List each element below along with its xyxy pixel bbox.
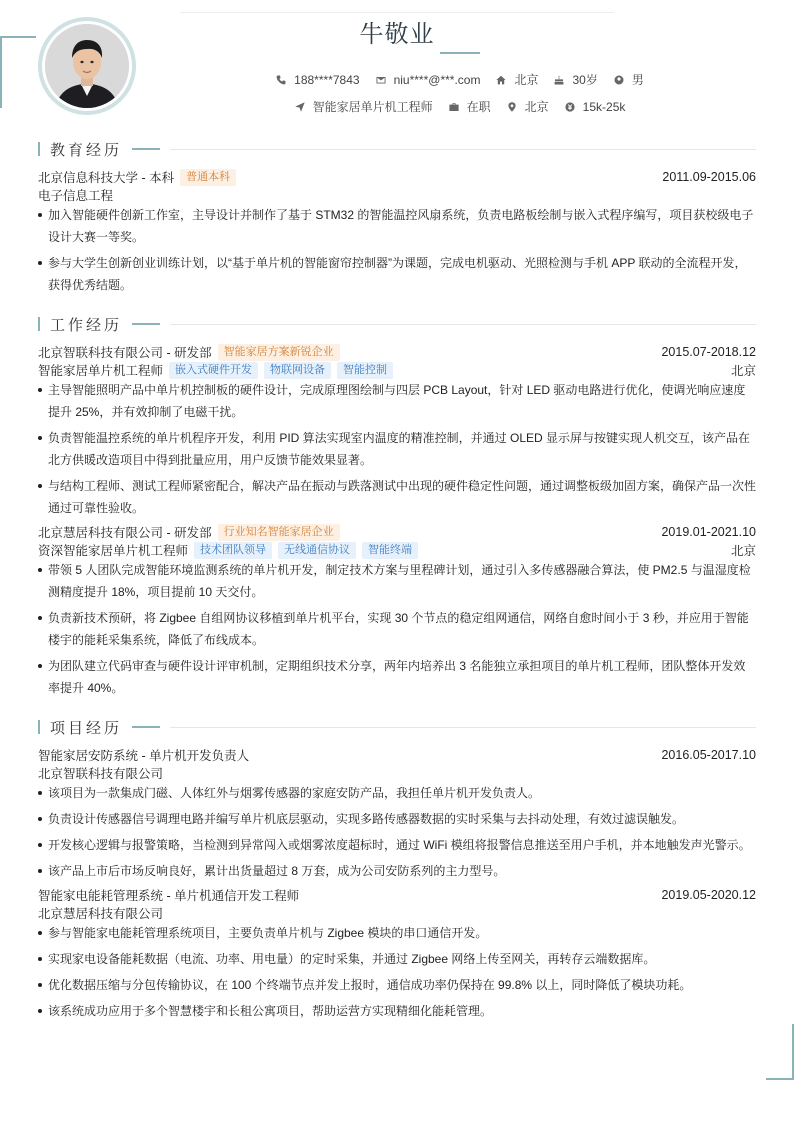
company-tag: 智能家居方案新锐企业 — [218, 344, 340, 361]
info-target-city — [507, 98, 549, 115]
phone-text: 188****7843 — [294, 72, 360, 87]
work-section-header — [38, 314, 756, 334]
list-item: 该产品上市后市场反响良好，累计出货量超过 8 万套，成为公司安防系列的主力型号。 — [38, 860, 756, 882]
top-divider — [180, 12, 614, 13]
project-section-title: 项目经历 — [50, 719, 123, 737]
project-date: 2019.05-2020.12 — [661, 888, 756, 902]
education-major-row — [38, 186, 756, 204]
project-section-header — [38, 717, 756, 737]
project-company-row — [38, 764, 756, 782]
company-tag: 行业知名智能家居企业 — [218, 524, 340, 541]
job-company-row — [38, 343, 756, 361]
list-item: 为团队建立代码审查与硬件设计评审机制，定期组织技术分享，两年内培养出 3 名能独立承担项目的单片机工程师，团队整体开发效率提升 40%。 — [38, 655, 756, 699]
name-underline — [440, 52, 480, 54]
list-item: 该项目为一款集成门磁、人体红外与烟雾传感器的家庭安防产品，我担任单片机开发负责人。 — [38, 782, 756, 804]
corner-decoration-bottom-right — [766, 1024, 794, 1080]
list-item: 带领 5 人团队完成智能环境监测系统的单片机开发，制定技术方案与里程碑计划，通过引入多传感器融合算法，使 PM2.5 与温湿度检测精度提升 18%，项目提前 10 天交付。 — [38, 559, 756, 603]
school-tag: 普通本科 — [180, 169, 236, 186]
project-name: 智能家居安防系统 - 单片机开发负责人 — [38, 749, 250, 763]
skill-tag: 嵌入式硬件开发 — [169, 362, 258, 379]
job-company-row — [38, 523, 756, 541]
education-school-row — [38, 168, 756, 186]
contact-info-row — [0, 71, 794, 88]
work-section-title: 工作经历 — [50, 316, 123, 334]
education-section-title: 教育经历 — [50, 141, 123, 159]
list-item: 负责智能温控系统的单片机程序开发，利用 PID 算法实现室内温度的精准控制，并通过 OLED 显示屏与按键实现人机交互，该产品在北方供暖改造项目中得到批量应用，用户反馈节能效果显著。 — [38, 427, 756, 471]
info-email — [376, 73, 481, 87]
salary-icon — [565, 102, 575, 112]
job-intent-row — [0, 98, 794, 115]
info-gender — [614, 71, 644, 88]
job-position-row — [38, 361, 756, 379]
skill-tag: 技术团队领导 — [194, 542, 272, 559]
home-icon — [496, 75, 506, 85]
location-pin-icon — [507, 102, 517, 112]
job-date: 2019.01-2021.10 — [661, 525, 756, 539]
target-city-text: 北京 — [524, 100, 549, 114]
send-icon — [295, 102, 305, 112]
skill-tag: 智能终端 — [362, 542, 418, 559]
status-text: 在职 — [466, 100, 491, 114]
skill-tag: 物联网设备 — [264, 362, 331, 379]
gender-icon — [614, 75, 624, 85]
list-item: 负责设计传感器信号调理电路并编写单片机底层驱动，实现多路传感器数据的实时采集与去抖动处理，有效过滤误触发。 — [38, 808, 756, 830]
target-position-text: 智能家居单片机工程师 — [312, 100, 433, 114]
cake-icon — [554, 75, 564, 85]
education-section-header — [38, 139, 756, 159]
education-bullets — [38, 204, 756, 300]
residence-text: 北京 — [514, 73, 539, 87]
job-bullets — [38, 379, 756, 523]
position-title: 资深智能家居单片机工程师 — [38, 544, 189, 558]
list-item: 优化数据压缩与分包传输协议，在 100 个终端节点并发上报时，通信成功率仍保持在 99.8% 以上，同时降低了模块功耗。 — [38, 974, 756, 996]
candidate-name: 牛敬业 — [359, 21, 435, 48]
mail-icon — [376, 75, 386, 85]
job-date: 2015.07-2018.12 — [661, 345, 756, 359]
info-status — [449, 98, 491, 115]
project-company: 北京智联科技有限公司 — [38, 767, 164, 781]
project-name: 智能家电能耗管理系统 - 单片机通信开发工程师 — [38, 889, 300, 903]
company-name: 北京智联科技有限公司 - 研发部 — [38, 346, 212, 360]
info-target-position — [295, 98, 433, 115]
phone-icon — [276, 75, 286, 85]
info-phone — [276, 73, 359, 87]
job-city: 北京 — [730, 544, 756, 558]
info-salary — [565, 100, 626, 114]
project-company: 北京慧居科技有限公司 — [38, 907, 164, 921]
gender-text: 男 — [631, 73, 644, 87]
age-text: 30岁 — [572, 73, 598, 87]
major: 电子信息工程 — [38, 189, 114, 203]
list-item: 参与智能家电能耗管理系统项目，主要负责单片机与 Zigbee 模块的串口通信开发。 — [38, 922, 756, 944]
list-item: 负责新技术预研，将 Zigbee 自组网协议移植到单片机平台，实现 30 个节点的稳定组网通信，网络自愈时间小于 3 秒，并应用于智能楼宇的能耗采集系统，降低了布线成本。 — [38, 607, 756, 651]
list-item: 加入智能硬件创新工作室，主导设计并制作了基于 STM32 的智能温控风扇系统，负责电路板绘制与嵌入式程序编写，项目获校级电子设计大赛一等奖。 — [38, 204, 756, 248]
job-position-row — [38, 541, 756, 559]
project-bullets — [38, 922, 756, 1026]
company-name: 北京慧居科技有限公司 - 研发部 — [38, 526, 212, 540]
salary-text: 15k-25k — [582, 99, 626, 114]
email-text: niu****@***.com — [393, 72, 481, 87]
briefcase-icon — [449, 102, 459, 112]
skill-tag: 智能控制 — [337, 362, 393, 379]
position-title: 智能家居单片机工程师 — [38, 364, 164, 378]
skill-tag: 无线通信协议 — [278, 542, 356, 559]
job-bullets — [38, 559, 756, 703]
list-item: 参与大学生创新创业训练计划，以“基于单片机的智能窗帘控制器”为课题，完成电机驱动、光照检测与手机 APP 联动的全流程开发，获得优秀结题。 — [38, 252, 756, 296]
project-bullets — [38, 782, 756, 886]
project-name-row — [38, 886, 756, 904]
education-date: 2011.09-2015.06 — [662, 170, 756, 184]
job-city: 北京 — [730, 364, 756, 378]
school-name: 北京信息科技大学 - 本科 — [38, 171, 175, 185]
list-item: 与结构工程师、测试工程师紧密配合，解决产品在振动与跌落测试中出现的硬件稳定性问题，通过调整板级加固方案，确保产品一次性通过可靠性验收。 — [38, 475, 756, 519]
list-item: 主导智能照明产品中单片机控制板的硬件设计，完成原理图绘制与四层 PCB Layout，针对 LED 驱动电路进行优化，使调光响应速度提升 25%，并有效抑制了电磁干扰。 — [38, 379, 756, 423]
info-age — [554, 71, 597, 88]
project-name-row — [38, 746, 756, 764]
project-company-row — [38, 904, 756, 922]
project-date: 2016.05-2017.10 — [661, 748, 756, 762]
list-item: 该系统成功应用于多个智慧楼宇和长租公寓项目，帮助运营方实现精细化能耗管理。 — [38, 1000, 756, 1022]
list-item: 开发核心逻辑与报警策略，当检测到异常闯入或烟雾浓度超标时，通过 WiFi 模组将报警信息推送至用户手机，并本地触发声光警示。 — [38, 834, 756, 856]
info-residence — [496, 71, 538, 88]
list-item: 实现家电设备能耗数据（电流、功率、用电量）的定时采集，并通过 Zigbee 网络上传至网关，再转存云端数据库。 — [38, 948, 756, 970]
